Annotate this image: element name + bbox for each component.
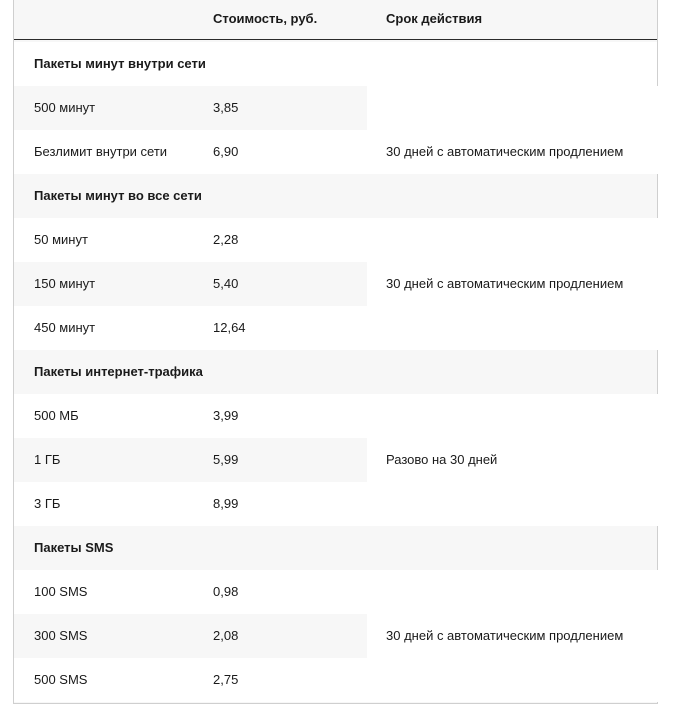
package-name: 500 SMS bbox=[34, 672, 88, 687]
package-price: 6,90 bbox=[213, 144, 239, 159]
package-name: 100 SMS bbox=[34, 584, 88, 599]
package-name: Безлимит внутри сети bbox=[34, 144, 168, 159]
package-name: 1 ГБ bbox=[34, 452, 61, 467]
table-header bbox=[14, 0, 657, 40]
package-name: 450 минут bbox=[34, 320, 96, 335]
package-price: 3,85 bbox=[213, 100, 239, 115]
term-cell bbox=[367, 394, 658, 526]
header-price: Стоимость, руб. bbox=[213, 11, 318, 26]
package-price: 5,40 bbox=[213, 276, 239, 291]
term-cell bbox=[367, 218, 658, 350]
term-text: 30 дней с автоматическим продлением bbox=[386, 144, 624, 159]
header-term: Срок действия bbox=[386, 11, 483, 26]
term-cell bbox=[367, 570, 658, 702]
package-name: 300 SMS bbox=[34, 628, 88, 643]
package-name: 500 минут bbox=[34, 100, 96, 115]
package-price: 2,08 bbox=[213, 628, 239, 643]
section-row bbox=[14, 350, 657, 394]
package-name: 150 минут bbox=[34, 276, 96, 291]
package-price: 8,99 bbox=[213, 496, 239, 511]
package-price: 3,99 bbox=[213, 408, 239, 423]
section-title: Пакеты SMS bbox=[34, 540, 114, 555]
package-price: 2,28 bbox=[213, 232, 239, 247]
term-text: Разово на 30 дней bbox=[386, 452, 498, 467]
term-cell bbox=[367, 86, 658, 174]
section-title: Пакеты интернет-трафика bbox=[34, 364, 203, 379]
section-row bbox=[14, 526, 657, 570]
section-title: Пакеты минут внутри сети bbox=[34, 56, 206, 71]
term-text: 30 дней с автоматическим продлением bbox=[386, 628, 624, 643]
tariff-table bbox=[13, 0, 658, 704]
package-price: 5,99 bbox=[213, 452, 239, 467]
section-row bbox=[14, 174, 657, 218]
package-price: 0,98 bbox=[213, 584, 239, 599]
section-row bbox=[14, 42, 657, 86]
package-name: 3 ГБ bbox=[34, 496, 61, 511]
section-title: Пакеты минут во все сети bbox=[34, 188, 202, 203]
package-price: 2,75 bbox=[213, 672, 239, 687]
package-name: 500 МБ bbox=[34, 408, 79, 423]
package-price: 12,64 bbox=[213, 320, 246, 335]
term-text: 30 дней с автоматическим продлением bbox=[386, 276, 624, 291]
package-name: 50 минут bbox=[34, 232, 88, 247]
